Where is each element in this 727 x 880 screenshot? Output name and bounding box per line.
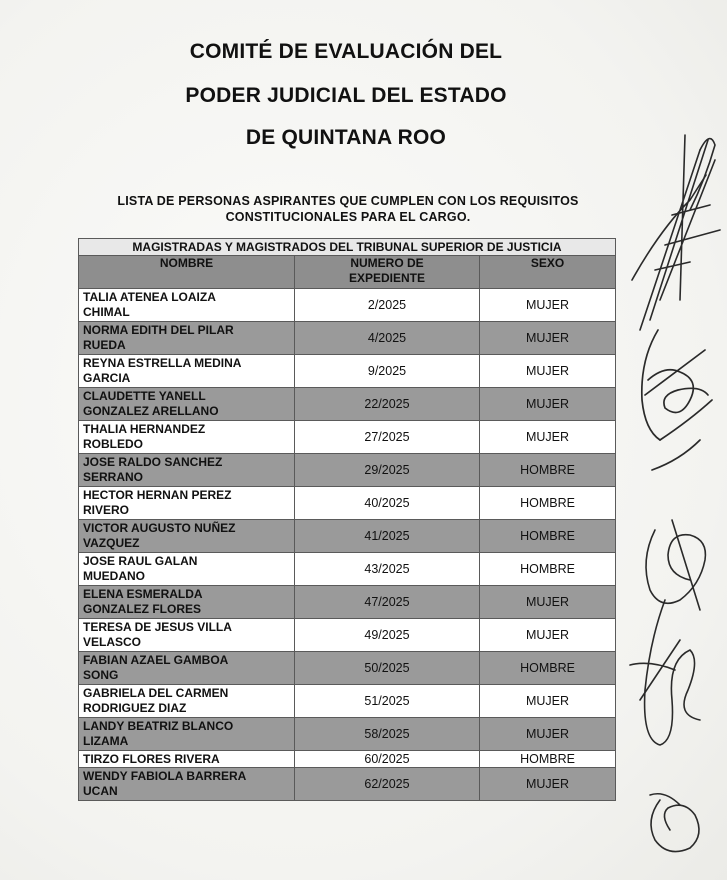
table-row bbox=[79, 553, 616, 586]
cell-sex: HOMBRE bbox=[480, 652, 616, 685]
cell-name bbox=[79, 454, 295, 487]
cell-expediente: 58/2025 bbox=[295, 718, 480, 751]
table-row bbox=[79, 652, 616, 685]
name-line-1: CLAUDETTE YANELL bbox=[83, 389, 206, 403]
signature-3 bbox=[646, 520, 705, 610]
cell-name bbox=[79, 421, 295, 454]
name-line-1: JOSE RAUL GALAN bbox=[83, 554, 198, 568]
table-header-row bbox=[79, 256, 616, 289]
cell-sex: MUJER bbox=[480, 421, 616, 454]
cell-expediente: 51/2025 bbox=[295, 685, 480, 718]
name-line-1: GABRIELA DEL CARMEN bbox=[83, 686, 229, 700]
table-row bbox=[79, 685, 616, 718]
column-header-expediente-line-1: NUMERO DE bbox=[350, 256, 424, 270]
column-header-expediente bbox=[295, 256, 480, 289]
table-row bbox=[79, 586, 616, 619]
cell-expediente: 50/2025 bbox=[295, 652, 480, 685]
cell-sex: HOMBRE bbox=[480, 553, 616, 586]
column-header-name: NOMBRE bbox=[79, 256, 295, 289]
cell-sex: MUJER bbox=[480, 355, 616, 388]
cell-name bbox=[79, 768, 295, 801]
cell-expediente: 49/2025 bbox=[295, 619, 480, 652]
cell-sex: MUJER bbox=[480, 685, 616, 718]
name-line-2: ROBLEDO bbox=[83, 437, 143, 451]
name-line-2: CHIMAL bbox=[83, 305, 130, 319]
cell-name bbox=[79, 322, 295, 355]
cell-sex: HOMBRE bbox=[480, 454, 616, 487]
name-line-2: MUEDANO bbox=[83, 569, 145, 583]
name-line-1: JOSE RALDO SANCHEZ bbox=[83, 455, 223, 469]
cell-name bbox=[79, 685, 295, 718]
signature-2 bbox=[642, 330, 712, 470]
cell-sex: MUJER bbox=[480, 322, 616, 355]
name-line-1: TIRZO FLORES RIVERA bbox=[83, 751, 220, 766]
column-header-sex: SEXO bbox=[480, 256, 616, 289]
cell-expediente: 40/2025 bbox=[295, 487, 480, 520]
cell-name bbox=[79, 289, 295, 322]
cell-name bbox=[79, 553, 295, 586]
subtitle-line-2: CONSTITUCIONALES PARA EL CARGO. bbox=[225, 210, 471, 224]
page-title-line-2: PODER JUDICIAL DEL ESTADO bbox=[185, 84, 507, 107]
cell-expediente: 9/2025 bbox=[295, 355, 480, 388]
column-header-expediente-line-2: EXPEDIENTE bbox=[348, 271, 426, 285]
name-line-1: FABIAN AZAEL GAMBOA bbox=[83, 653, 229, 667]
table-caption: MAGISTRADAS Y MAGISTRADOS DEL TRIBUNAL SUPERIOR DE JUSTICIA bbox=[79, 239, 616, 256]
name-line-2: RODRIGUEZ DIAZ bbox=[83, 701, 187, 715]
table-row bbox=[79, 322, 616, 355]
cell-sex: MUJER bbox=[480, 718, 616, 751]
table-row bbox=[79, 520, 616, 553]
name-line-1: NORMA EDITH DEL PILAR bbox=[83, 323, 234, 337]
table-row bbox=[79, 718, 616, 751]
page-title-line-3: DE QUINTANA ROO bbox=[245, 126, 447, 149]
name-line-2: LIZAMA bbox=[83, 734, 129, 748]
cell-sex: MUJER bbox=[480, 586, 616, 619]
cell-expediente: 4/2025 bbox=[295, 322, 480, 355]
table-row bbox=[79, 388, 616, 421]
applicants-table bbox=[78, 238, 616, 801]
table-row bbox=[79, 454, 616, 487]
table-row bbox=[79, 355, 616, 388]
subtitle-line-1: LISTA DE PERSONAS ASPIRANTES QUE CUMPLEN CON LOS REQUISITOS bbox=[117, 194, 579, 208]
cell-expediente: 62/2025 bbox=[295, 768, 480, 801]
name-line-1: TERESA DE JESUS VILLA bbox=[83, 620, 232, 634]
name-line-2: GARCIA bbox=[83, 371, 131, 385]
cell-sex: MUJER bbox=[480, 619, 616, 652]
cell-sex: MUJER bbox=[480, 289, 616, 322]
cell-name bbox=[79, 487, 295, 520]
cell-expediente: 41/2025 bbox=[295, 520, 480, 553]
table-row bbox=[79, 619, 616, 652]
cell-expediente: 60/2025 bbox=[295, 751, 480, 768]
signature-4 bbox=[630, 600, 700, 745]
cell-name bbox=[79, 520, 295, 553]
signature-1 bbox=[632, 135, 720, 330]
name-line-1: ELENA ESMERALDA bbox=[83, 587, 203, 601]
cell-name bbox=[79, 619, 295, 652]
cell-expediente: 29/2025 bbox=[295, 454, 480, 487]
cell-sex: HOMBRE bbox=[480, 520, 616, 553]
cell-name bbox=[79, 751, 295, 768]
name-line-1: LANDY BEATRIZ BLANCO bbox=[83, 719, 234, 733]
cell-sex: MUJER bbox=[480, 768, 616, 801]
table-row bbox=[79, 289, 616, 322]
table-row bbox=[79, 768, 616, 801]
cell-expediente: 43/2025 bbox=[295, 553, 480, 586]
cell-sex: MUJER bbox=[480, 388, 616, 421]
name-line-2: UCAN bbox=[83, 784, 118, 798]
cell-expediente: 27/2025 bbox=[295, 421, 480, 454]
name-line-1: TALIA ATENEA LOAIZA bbox=[83, 290, 216, 304]
cell-expediente: 47/2025 bbox=[295, 586, 480, 619]
cell-expediente: 22/2025 bbox=[295, 388, 480, 421]
name-line-2: VAZQUEZ bbox=[83, 536, 140, 550]
cell-sex: HOMBRE bbox=[480, 751, 616, 768]
name-line-2: GONZALEZ ARELLANO bbox=[83, 404, 219, 418]
name-line-2: SONG bbox=[83, 668, 119, 682]
cell-name bbox=[79, 652, 295, 685]
cell-name bbox=[79, 388, 295, 421]
name-line-2: GONZALEZ FLORES bbox=[83, 602, 201, 616]
name-line-2: SERRANO bbox=[83, 470, 144, 484]
name-line-2: VELASCO bbox=[83, 635, 142, 649]
cell-name bbox=[79, 586, 295, 619]
name-line-2: RIVERO bbox=[83, 503, 130, 517]
table-row bbox=[79, 751, 616, 768]
name-line-2: RUEDA bbox=[83, 338, 126, 352]
name-line-1: REYNA ESTRELLA MEDINA bbox=[83, 356, 242, 370]
table-caption-row bbox=[79, 239, 616, 256]
page-title-line-1: COMITÉ DE EVALUACIÓN DEL bbox=[189, 40, 503, 63]
signature-5 bbox=[650, 794, 699, 852]
cell-name bbox=[79, 355, 295, 388]
cell-expediente: 2/2025 bbox=[295, 289, 480, 322]
name-line-1: HECTOR HERNAN PEREZ bbox=[83, 488, 232, 502]
table-row bbox=[79, 487, 616, 520]
name-line-1: THALIA HERNANDEZ bbox=[83, 422, 206, 436]
name-line-1: VICTOR AUGUSTO NUÑEZ bbox=[83, 521, 236, 535]
cell-sex: HOMBRE bbox=[480, 487, 616, 520]
table-row bbox=[79, 421, 616, 454]
name-line-1: WENDY FABIOLA BARRERA bbox=[83, 769, 247, 783]
cell-name bbox=[79, 718, 295, 751]
